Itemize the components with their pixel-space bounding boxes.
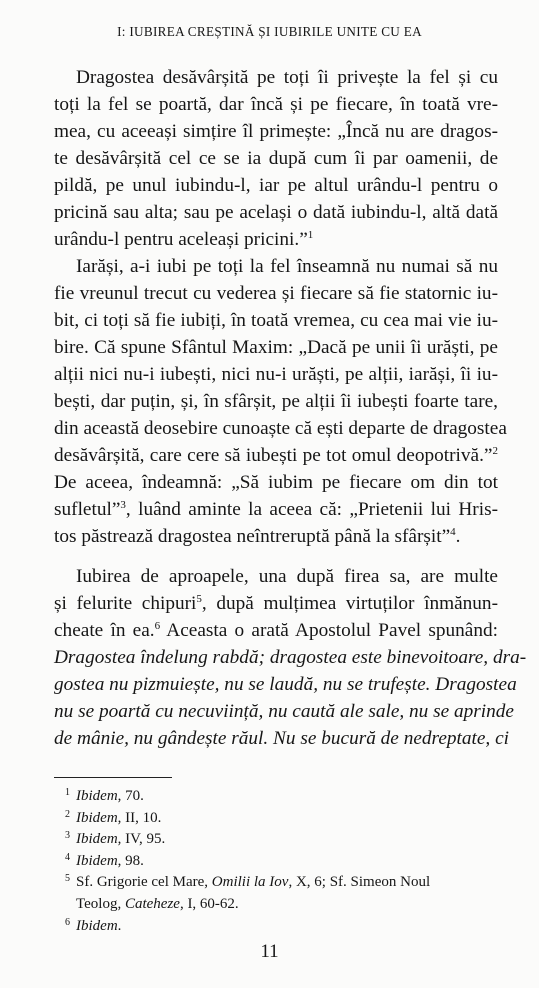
footnote-italic: Ibidem	[76, 852, 118, 869]
text-line: toți la fel se poartă, dar încă și pe fiecare, în toată vre-	[54, 94, 498, 115]
page-number: 11	[260, 941, 279, 962]
footnote: 2 Ibidem, II, 10.	[65, 808, 162, 826]
footnote-ref: 6	[154, 620, 161, 632]
paragraph-1	[54, 64, 498, 253]
footnote-italic: Ibidem	[76, 831, 118, 848]
footnote-text: .	[117, 917, 122, 934]
footnote: 6 Ibidem.	[65, 916, 122, 934]
text-line	[54, 590, 498, 617]
footnote-text: , IV, 95.	[117, 831, 166, 848]
text-line: Iubirea de aproapele, una după firea sa, are multe	[76, 566, 498, 587]
paragraph-2	[54, 253, 507, 550]
text-run: tos păstrează dragostea neîntreruptă până la sfârșit”	[54, 526, 451, 547]
footnotes	[54, 786, 498, 937]
running-header: I: IUBIREA CREȘTINĂ ȘI IUBIRILE UNITE CU EA	[117, 24, 422, 39]
footnote-text: , II, 10.	[117, 809, 162, 826]
footnote-text: , I, 60-62.	[179, 895, 239, 912]
footnote: 4 Ibidem, 98.	[65, 851, 144, 869]
text-line: De aceea, îndeamnă: „Să iubim pe fiecare om din tot	[54, 472, 498, 493]
text-line: Dragostea desăvârșită pe toți îi privește la fel și cu	[76, 67, 498, 88]
footnote: 5 Sf. Grigorie cel Mare, Omilii la Iov, X, 6; Sf. Simeon Noul Teolog, Cateheze, I, 60-62.	[54, 872, 498, 915]
footnote-rule	[54, 777, 172, 778]
text-run: Aceasta o arată Apostolul Pavel spunând:	[160, 620, 498, 641]
footnote-italic: Ibidem	[76, 809, 118, 826]
text-run: .	[455, 526, 461, 547]
footnote-ref: 4	[450, 526, 456, 538]
text-line: din această deosebire cunoaște că ești departe de dragostea	[54, 418, 507, 439]
text-line: fie vreunul trecut cu vederea și fiecare să fie statornic iu-	[54, 283, 498, 304]
text-run: desăvârșită, care cere să iubești pe tot omul deopotrivă.”	[54, 445, 493, 466]
text-line	[54, 617, 498, 644]
text-line: de mânie, nu gândește răul. Nu se bucură de nedreptate, ci	[54, 728, 509, 749]
footnote-ref: 5	[196, 593, 202, 605]
footnote: 3 Ibidem, IV, 95.	[65, 830, 166, 848]
text-line	[54, 523, 498, 550]
text-line: mea, cu aceeași simțire îl primește: „Încă nu are dragos-	[54, 121, 498, 142]
text-line: bire. Că spune Sfântul Maxim: „Dacă pe unii îi urăști, pe	[54, 337, 498, 358]
footnote-text: , 70.	[117, 788, 144, 804]
text-run: , după mulțimea virtuților înmănun-	[201, 593, 498, 614]
footnote-italic: Cateheze	[124, 895, 180, 912]
text-line	[54, 496, 498, 523]
text-run: , luând aminte la aceea că: „Prietenii lui Hris-	[125, 499, 498, 520]
text-run: și felurite chipuri	[54, 593, 197, 614]
footnote-ref: 2	[492, 445, 498, 457]
body-text	[54, 64, 527, 752]
footnote-text: , X, 6; Sf. Simeon Noul	[288, 874, 431, 891]
footnote: 1 Ibidem, 70.	[65, 787, 144, 804]
text-line	[54, 226, 498, 253]
footnote-italic: Ibidem	[76, 788, 118, 804]
text-run: sufletul”	[54, 499, 121, 520]
text-line: alții nici nu-i iubești, nici nu-i urăști, pe alții, iarăși, îi iu-	[54, 364, 498, 385]
text-run: cheate în ea.	[54, 620, 155, 641]
text-line: bit, ci toți să fie iubiți, în toată vremea, cu cea mai vie iu-	[54, 310, 498, 331]
text-line: pildă, pe unul iubindu-l, iar pe altul urându-l pentru o	[54, 175, 498, 196]
text-line: bești, dar puțin, și, în sfârșit, pe alții îi iubești foarte tare,	[54, 391, 498, 412]
footnote-ref: 1	[307, 229, 314, 241]
text-line: gostea nu pizmuiește, nu se laudă, nu se trufește. Dragostea	[54, 674, 517, 695]
text-line: nu se poartă cu necuviință, nu caută ale sale, nu se aprinde	[54, 701, 514, 722]
footnote-ref: 3	[120, 499, 126, 511]
text-line	[54, 442, 498, 469]
text-run: urându-l pentru aceleași pricini.”	[54, 229, 308, 250]
footnote-italic: Ibidem	[76, 917, 118, 934]
text-line: pricină sau alta; sau pe același o dată iubindu-l, altă dată	[54, 202, 498, 223]
text-line: Iarăși, a-i iubi pe toți la fel înseamnă nu numai să nu	[76, 256, 498, 277]
footnote-continuation	[76, 894, 498, 916]
footnote-italic: Omilii la Iov	[211, 874, 289, 891]
footnote-text: Sf. Grigorie cel Mare,	[76, 874, 212, 891]
text-line: te desăvârșită cel ce se ia după cum îi par oamenii, de	[54, 148, 498, 169]
paragraph-3	[54, 563, 527, 752]
text-line: Dragostea îndelung rabdă; dragostea este binevoitoare, dra-	[54, 647, 527, 668]
footnote-text: Teolog,	[76, 895, 125, 912]
footnote-text: , 98.	[117, 852, 144, 869]
